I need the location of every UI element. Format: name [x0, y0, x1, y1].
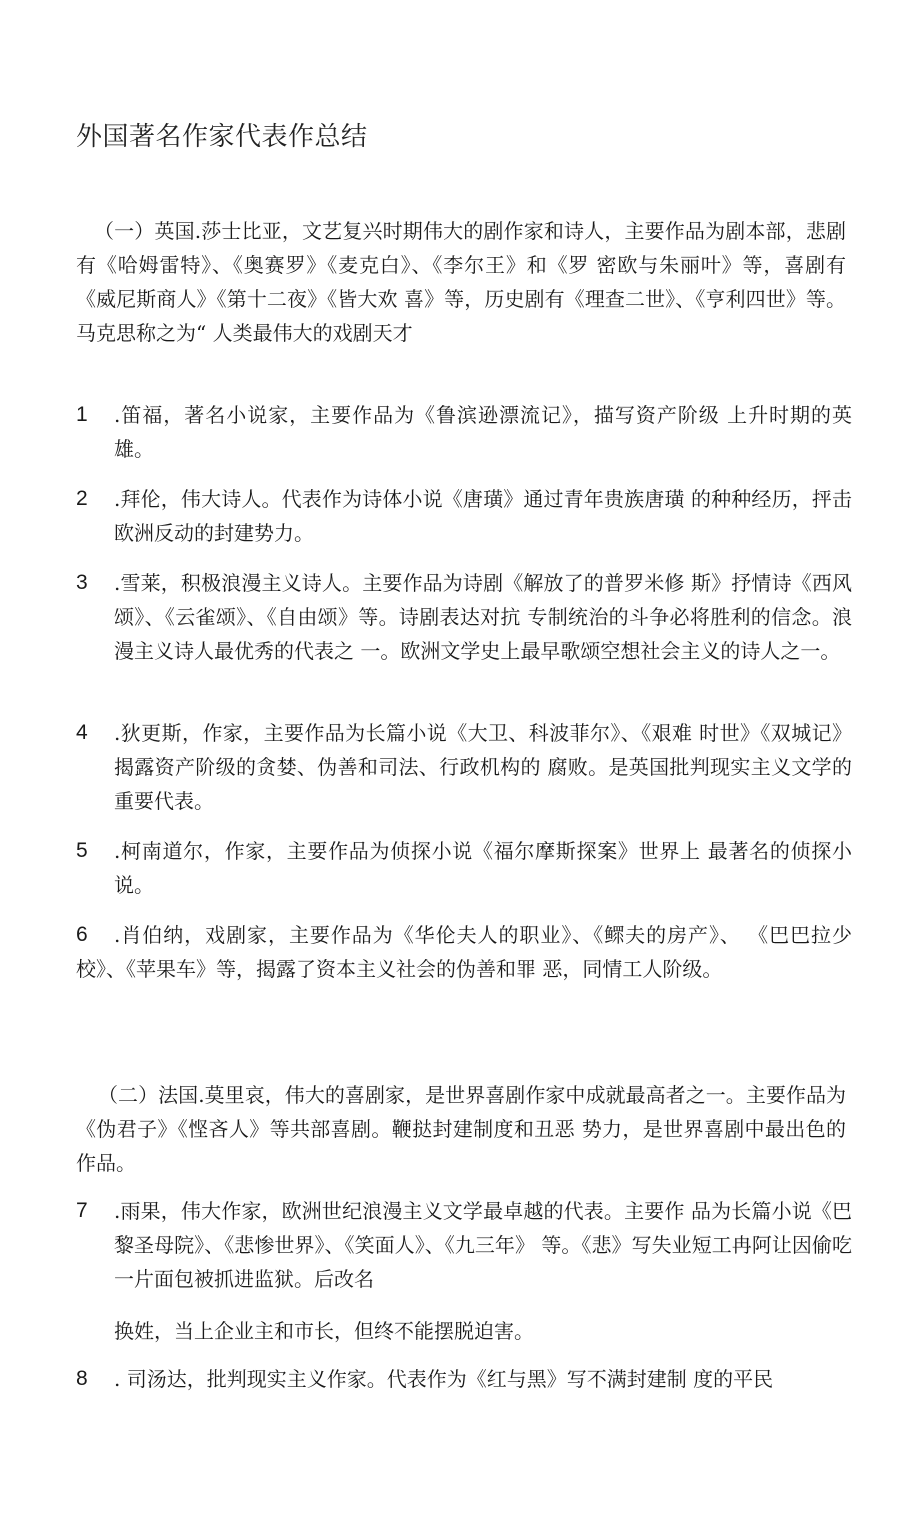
page-title: 外国著名作家代表作总结	[76, 122, 368, 152]
item-number: 2	[76, 487, 88, 510]
item-text: . 司汤达，批判现实主义作家。代表作为《红与黑》写不满封建制 度的平民	[114, 1367, 774, 1391]
list-item-7	[76, 1194, 852, 1296]
list-item-6	[76, 918, 852, 986]
list-item-7-continuation: 换姓，当上企业主和市长，但终不能摆脱迫害。	[114, 1319, 534, 1343]
item-number: 4	[76, 721, 88, 744]
list-item-5	[76, 834, 852, 902]
item-number: 3	[76, 571, 88, 594]
item-number: 8	[76, 1367, 88, 1390]
item-text: .笛福，著名小说家，主要作品为《鲁滨逊漂流记》，描写资产阶级 上升时期的英雄。	[114, 403, 852, 461]
item-text: .柯南道尔，作家，主要作品为侦探小说《福尔摩斯探案》世界上 最著名的侦探小说。	[114, 839, 852, 897]
list-item-8	[76, 1362, 852, 1396]
section-2-intro: （二）法国.莫里哀，伟大的喜剧家，是世界喜剧作家中成就最高者之一。主要作品为《伪君子》《悭吝人》等共部喜剧。鞭挞封建制度和丑恶 势力，是世界喜剧中最出色的作品。	[76, 1083, 846, 1175]
list-item-3	[76, 566, 852, 668]
list-item-1	[76, 398, 852, 466]
item-text: .肖伯纳，戏剧家，主要作品为《华伦夫人的职业》、《鳏夫的房产》、 《巴巴拉少校》、《苹果车》等，揭露了资本主义社会的伪善和罪 恶，同情工人阶级。	[76, 923, 852, 981]
section-1-intro: （一）英国.莎士比亚，文艺复兴时期伟大的剧作家和诗人，主要作品为剧本部，悲剧有《哈姆雷特》、《奥赛罗》《麦克白》、《李尔王》和《罗 密欧与朱丽叶》等，喜剧有《威尼斯商人》《第十二夜》《皆大欢 喜》等，历史剧有《理查二世》、《亨利四世》等。马克思称之为“ 人类最伟大的戏剧天才	[76, 219, 846, 345]
item-number: 5	[76, 839, 88, 862]
item-text: .狄更斯，作家，主要作品为长篇小说《大卫、科波菲尔》、《艰难 时世》《双城记》揭露资产阶级的贪婪、伪善和司法、行政机构的 腐败。是英国批判现实主义文学的重要代表。	[114, 721, 852, 813]
item-text: .雪莱，积极浪漫主义诗人。主要作品为诗剧《解放了的普罗米修 斯》抒情诗《西风颂》、《云雀颂》、《自由颂》等。诗剧表达对抗 专制统治的斗争必将胜利的信念。浪漫主义诗人最优秀的代表之 一。欧洲文学史上最早歌颂空想社会主义的诗人之一。	[114, 571, 852, 663]
item-text: .雨果，伟大作家，欧洲世纪浪漫主义文学最卓越的代表。主要作 品为长篇小说《巴黎圣母院》、《悲惨世界》、《笑面人》、《九三年》 等。《悲》写失业短工冉阿让因偷吃一片面包被抓进监狱。后改名	[114, 1199, 852, 1291]
list-item-2	[76, 482, 852, 550]
item-number: 7	[76, 1199, 88, 1222]
list-item-4	[76, 716, 852, 818]
item-text: .拜伦，伟大诗人。代表作为诗体小说《唐璜》通过青年贵族唐璜 的种种经历，抨击欧洲反动的封建势力。	[114, 487, 852, 545]
item-number: 6	[76, 923, 88, 946]
item-number: 1	[76, 403, 88, 426]
